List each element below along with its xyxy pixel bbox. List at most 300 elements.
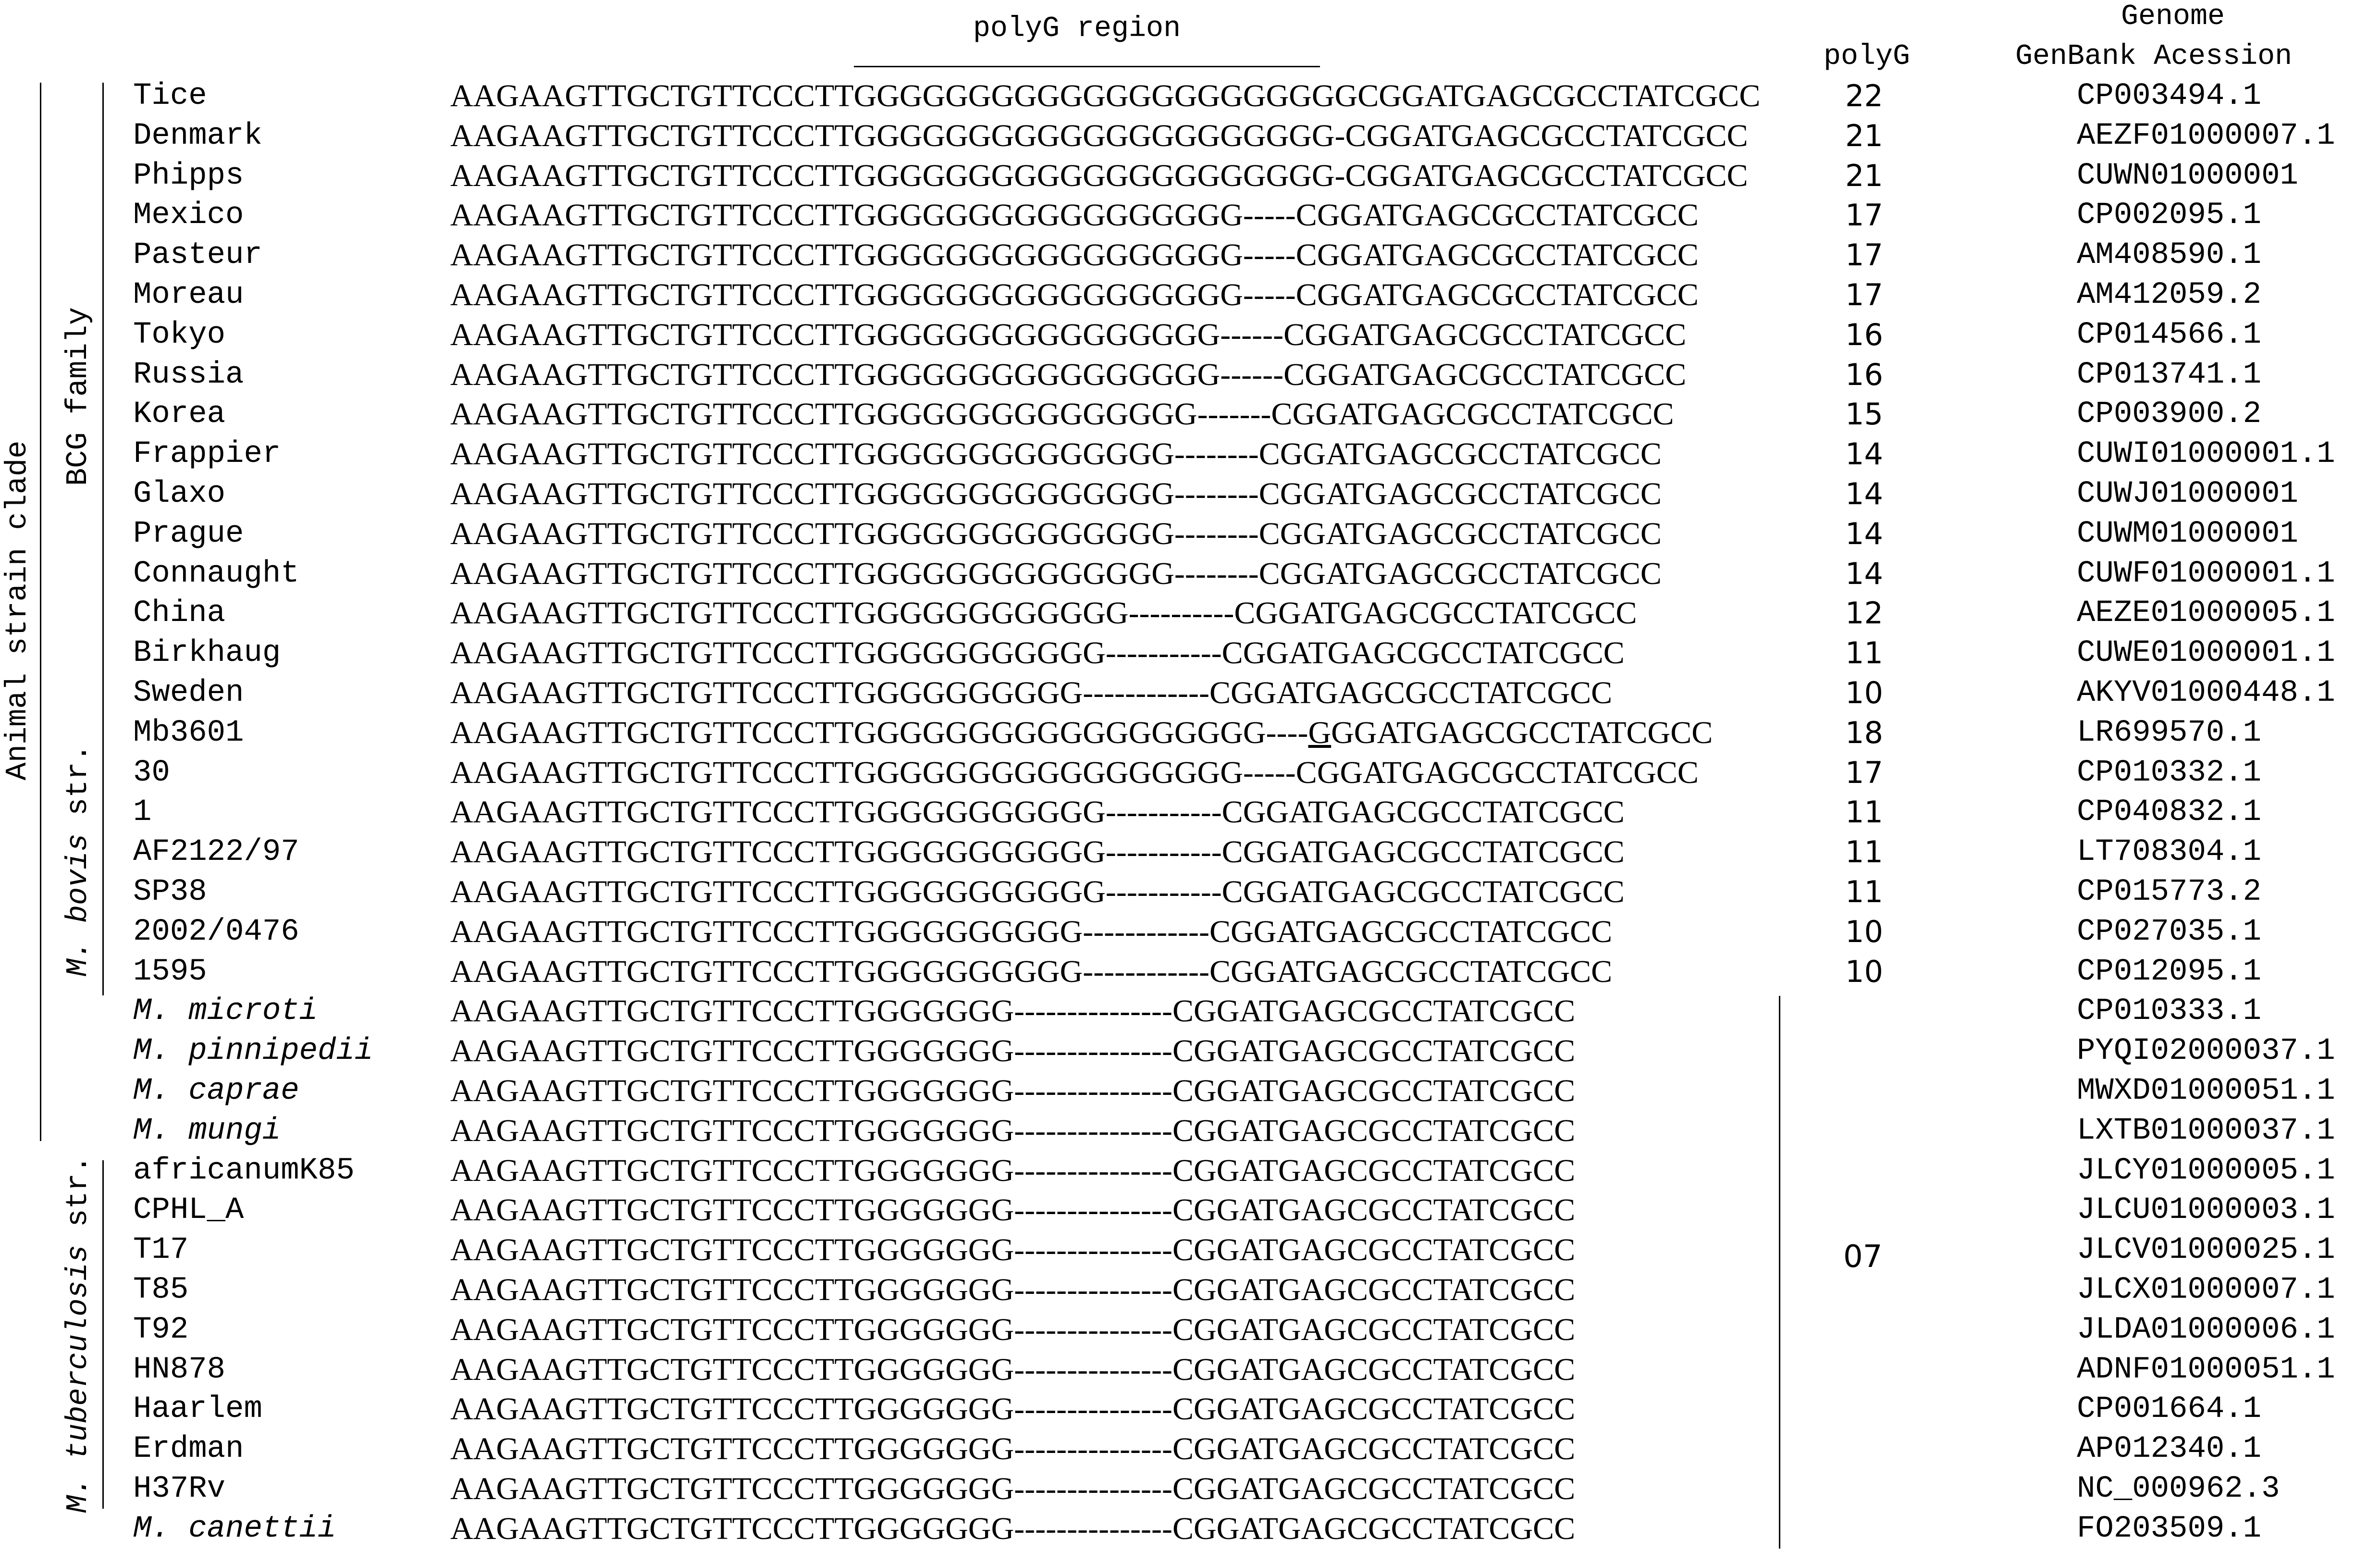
sequence-post: CGGATGAGCGCCTATCGCC	[1283, 357, 1687, 392]
genbank-accession: AEZE01000005.1	[2077, 596, 2335, 631]
sequence	[450, 633, 1625, 673]
polyg-count: 11	[1845, 794, 1883, 830]
sequence	[450, 235, 1699, 275]
genbank-accession: CP002095.1	[2077, 198, 2262, 233]
genbank-accession: CUWJ01000001	[2077, 477, 2298, 511]
strain-name: Moreau	[133, 278, 244, 312]
genbank-accession: FO203509.1	[2077, 1511, 2262, 1546]
strain-name: africanumK85	[133, 1153, 355, 1188]
sequence-pre: AAGAAGTTGCTGTTCCCTT	[450, 1431, 854, 1467]
sequence-g: GGGGGGG	[853, 1232, 1014, 1268]
alignment-row	[0, 1071, 2380, 1111]
alignment-row	[0, 952, 2380, 992]
sequence-g: GGGGGGGGGGGGGGGGG	[853, 198, 1243, 233]
sequence	[450, 394, 1674, 434]
sequence	[450, 474, 1662, 514]
sequence-g: GGGGGGGGGG	[853, 675, 1083, 710]
genbank-accession: AM408590.1	[2077, 238, 2262, 273]
sequence-g: GGGGGGGGGGG	[853, 874, 1106, 909]
sequence-post: CGGATGAGCGCCTATCGCC	[1283, 317, 1687, 352]
genbank-accession: AKYV01000448.1	[2077, 676, 2335, 710]
alignment-row	[0, 76, 2380, 116]
sequence-pre: AAGAAGTTGCTGTTCCCTT	[450, 277, 854, 312]
sequence-post: CGGATGAGCGCCTATCGCC	[1295, 755, 1699, 790]
alignment-row	[0, 116, 2380, 156]
sequence-post: CGGATGAGCGCCTATCGCC	[1172, 1431, 1576, 1467]
sequence	[450, 1151, 1575, 1191]
sequence-gap: ---------------	[1014, 1352, 1172, 1387]
polyg-count: 17	[1845, 755, 1883, 790]
alignment-row	[0, 156, 2380, 196]
strain-name: 1	[133, 795, 152, 830]
sequence-g: GGGGGGG	[853, 1153, 1014, 1188]
sequence-g: GGGGGGG	[853, 1471, 1014, 1506]
sequence-pre: AAGAAGTTGCTGTTCCCTT	[450, 1471, 854, 1506]
polyg-count: 10	[1845, 914, 1883, 949]
strain-name: M. mungi	[133, 1113, 281, 1148]
sequence	[450, 1190, 1575, 1230]
sequence	[450, 76, 1760, 116]
polyg-count: 14	[1845, 476, 1883, 511]
sequence-gap: ------------	[1083, 914, 1209, 949]
polyg-count: 18	[1845, 715, 1883, 750]
alignment-row	[0, 1350, 2380, 1390]
sequence-post: CGGATGAGCGCCTATCGCC	[1258, 556, 1662, 591]
sequence-post: CGGATGAGCGCCTATCGCC	[1209, 954, 1613, 989]
sequence	[450, 792, 1625, 832]
sequence-post: CGGATGAGCGCCTATCGCC	[1271, 397, 1674, 432]
polyg-count: 17	[1845, 277, 1883, 312]
alignment-row	[0, 315, 2380, 355]
animal-clade-label: Animal strain clade	[0, 440, 35, 781]
genbank-accession: CP001664.1	[2077, 1392, 2262, 1427]
polyg-count: 16	[1845, 317, 1883, 352]
sequence-g: GGGGGGGGGGG	[853, 834, 1106, 870]
alignment-row	[0, 1151, 2380, 1191]
sequence	[450, 1230, 1575, 1270]
alignment-row	[0, 1310, 2380, 1350]
polyg-count: 11	[1845, 635, 1883, 671]
sequence-pre: AAGAAGTTGCTGTTCCCTT	[450, 874, 854, 909]
sequence-gap: ---------------	[1014, 1073, 1172, 1108]
sequence-pre: AAGAAGTTGCTGTTCCCTT	[450, 1073, 854, 1108]
alignment-row	[0, 991, 2380, 1031]
sequence-gap: ------------	[1083, 675, 1209, 710]
sequence-post: CGGATGAGCGCCTATCGCC	[1295, 198, 1699, 233]
sequence-post: CGGATGAGCGCCTATCGCC	[1172, 1352, 1576, 1387]
alignment-row	[0, 275, 2380, 315]
sequence-pre: AAGAAGTTGCTGTTCCCTT	[450, 675, 854, 710]
strain-name: SP38	[133, 875, 207, 909]
genbank-accession: CP014566.1	[2077, 317, 2262, 352]
sequence-g: GGGGGGGGGGGGGGGGG	[853, 277, 1243, 312]
sequence-gap: -----	[1243, 277, 1296, 312]
strain-name: T17	[133, 1233, 189, 1268]
alignment-row	[0, 434, 2380, 474]
alignment-row	[0, 1230, 2380, 1270]
genbank-accession: CP010333.1	[2077, 994, 2262, 1029]
genbank-accession: AEZF01000007.1	[2077, 118, 2335, 153]
sequence-pre: AAGAAGTTGCTGTTCCCTT	[450, 1113, 854, 1148]
genbank-accession: AM412059.2	[2077, 278, 2262, 312]
strain-name: M. caprae	[133, 1074, 299, 1108]
sequence	[450, 673, 1612, 713]
sequence-pre: AAGAAGTTGCTGTTCCCTT	[450, 1312, 854, 1347]
genbank-accession: LR699570.1	[2077, 715, 2262, 750]
alignment-row	[0, 1031, 2380, 1071]
genome-header: Genome	[2121, 0, 2225, 33]
genbank-accession: CP040832.1	[2077, 795, 2262, 830]
strain-name: Sweden	[133, 676, 244, 710]
sequence	[450, 1469, 1575, 1509]
genbank-accession: CP013741.1	[2077, 357, 2262, 392]
sequence-pre: AAGAAGTTGCTGTTCCCTT	[450, 993, 854, 1029]
m-tuberculosis-suffix: str.	[61, 1155, 95, 1245]
sequence	[450, 593, 1637, 633]
sequence-pre: AAGAAGTTGCTGTTCCCTT	[450, 755, 854, 790]
polyg-header: polyG	[1824, 40, 1911, 73]
sequence-gap: --------	[1174, 516, 1259, 551]
alignment-row	[0, 1270, 2380, 1310]
alignment-row	[0, 474, 2380, 514]
m-tuberculosis-italic: M. tuberculosis	[61, 1244, 95, 1514]
sequence-post: CGGATGAGCGCCTATCGCC	[1172, 1232, 1576, 1268]
sequence-pre: AAGAAGTTGCTGTTCCCTT	[450, 118, 854, 153]
sequence-gap: -	[1334, 118, 1345, 153]
sequence-post: CGGATGAGCGCCTATCGCC	[1209, 914, 1613, 949]
alignment-row	[0, 195, 2380, 236]
sequence	[450, 1071, 1575, 1111]
sequence	[450, 1111, 1575, 1151]
genbank-accession: JLCX01000007.1	[2077, 1273, 2335, 1307]
sequence-post: CGGATGAGCGCCTATCGCC	[1221, 635, 1625, 671]
alignment-row	[0, 792, 2380, 832]
polyg-count: 10	[1845, 954, 1883, 989]
sequence-g: GGGGGGGGGG	[853, 954, 1083, 989]
sequence-post: CGGATGAGCGCCTATCGCC	[1172, 993, 1576, 1029]
sequence-gap: ---------------	[1014, 1391, 1172, 1427]
sequence-g: GGGGGGG	[853, 1192, 1014, 1228]
sequence-g: GGGGGGGGGGG	[853, 635, 1106, 671]
sequence-gap: ---------------	[1014, 1511, 1172, 1546]
genbank-header: GenBank Acession	[2015, 40, 2293, 73]
sequence-gap: -----	[1243, 755, 1296, 790]
sequence-post: CGGATGAGCGCCTATCGCC	[1209, 675, 1613, 710]
sequence-post: CGGATGAGCGCCTATCGCC	[1172, 1113, 1576, 1148]
sequence	[450, 991, 1575, 1031]
alignment-row	[0, 1111, 2380, 1151]
genbank-accession: PYQI02000037.1	[2077, 1034, 2335, 1069]
polyg-count: 11	[1845, 834, 1883, 870]
sequence-g: GGGGGGGGGGGGGGGG	[853, 317, 1221, 352]
sequence-gap: -	[1334, 158, 1345, 193]
sequence	[450, 753, 1699, 793]
sequence-post: CGGATGAGCGCCTATCGCC	[1172, 1312, 1576, 1347]
strain-name: Prague	[133, 516, 244, 551]
sequence-gap: -----------	[1105, 834, 1222, 870]
sequence-gap: ------------	[1083, 954, 1209, 989]
strain-name: Russia	[133, 357, 244, 392]
sequence-pre: AAGAAGTTGCTGTTCCCTT	[450, 357, 854, 392]
polyg-count: 15	[1845, 397, 1883, 432]
sequence-pre: AAGAAGTTGCTGTTCCCTT	[450, 476, 854, 511]
sequence-pre: AAGAAGTTGCTGTTCCCTT	[450, 158, 854, 193]
sequence	[450, 315, 1686, 355]
sequence-gap: ------	[1220, 317, 1284, 352]
sequence-pre: AAGAAGTTGCTGTTCCCTT	[450, 78, 854, 113]
sequence-gap: ---------------	[1014, 1471, 1172, 1506]
polyg-region-header: polyG region	[973, 12, 1181, 45]
sequence-post: CGGATGAGCGCCTATCGCC	[1172, 1511, 1576, 1546]
sequence-g: GGGGGGG	[853, 1113, 1014, 1148]
sequence-pre: AAGAAGTTGCTGTTCCCTT	[450, 914, 854, 949]
sequence-post: CGGATGAGCGCCTATCGCC	[1172, 1192, 1576, 1228]
genbank-accession: CP003900.2	[2077, 397, 2262, 432]
genbank-accession: JLCY01000005.1	[2077, 1153, 2335, 1188]
sequence-post: CGGATGAGCGCCTATCGCC	[1221, 834, 1625, 870]
alignment-row	[0, 554, 2380, 594]
alignment-row	[0, 1190, 2380, 1230]
alignment-row	[0, 593, 2380, 633]
sequence-pre: AAGAAGTTGCTGTTCCCTT	[450, 397, 854, 432]
strain-name: Frappier	[133, 437, 281, 472]
m-bovis-italic: M. bovis	[61, 833, 95, 977]
alignment-row	[0, 1509, 2380, 1549]
strain-name: Glaxo	[133, 477, 226, 511]
sequence-g: GGGGGGG	[853, 1511, 1014, 1546]
sequence	[450, 1389, 1575, 1429]
alignment-row	[0, 633, 2380, 673]
sequence-g: GGGGGGG	[853, 1431, 1014, 1467]
sequence-gap: -----	[1243, 237, 1296, 273]
genbank-accession: CUWE01000001.1	[2077, 636, 2335, 671]
genbank-accession: CUWN01000001	[2077, 158, 2298, 193]
genbank-accession: ADNF01000051.1	[2077, 1352, 2335, 1387]
strain-name: Tokyo	[133, 317, 226, 352]
sequence-g: GGGGGGGGGGGGGG	[853, 436, 1174, 472]
sequence-gap: ----	[1266, 715, 1308, 750]
sequence	[450, 1310, 1575, 1350]
sequence-pre: AAGAAGTTGCTGTTCCCTT	[450, 1391, 854, 1427]
alignment-row	[0, 394, 2380, 434]
polyg-region-underline	[854, 66, 1320, 67]
sequence-post: CGGATGAGCGCCTATCGCC	[1172, 1391, 1576, 1427]
sequence-post: CGGATGAGCGCCTATCGCC	[1172, 1033, 1576, 1069]
sequence	[450, 1429, 1575, 1469]
sequence-post: GGGATGAGCGCCTATCGCC	[1308, 715, 1713, 750]
sequence-pre: AAGAAGTTGCTGTTCCCTT	[450, 954, 854, 989]
bcg-family-label: BCG family	[61, 307, 95, 486]
sequence-gap: ---------------	[1014, 1431, 1172, 1467]
sequence-pre: AAGAAGTTGCTGTTCCCTT	[450, 556, 854, 591]
sequence-post: CGGATGAGCGCCTATCGCC	[1345, 118, 1748, 153]
strain-name: Connaught	[133, 556, 299, 591]
strain-name: T85	[133, 1273, 189, 1307]
polyg-count: 12	[1845, 596, 1883, 631]
genbank-accession: CP010332.1	[2077, 755, 2262, 790]
sequence-pre: AAGAAGTTGCTGTTCCCTT	[450, 1272, 854, 1307]
sequence-post: CGGATGAGCGCCTATCGCC	[1295, 277, 1699, 312]
sequence-g: GGGGGGG	[853, 993, 1014, 1029]
strain-name: T92	[133, 1312, 189, 1347]
alignment-row	[0, 912, 2380, 952]
strain-name: Birkhaug	[133, 636, 281, 671]
strain-name: Mexico	[133, 198, 244, 233]
polyg-count: 16	[1845, 357, 1883, 392]
sequence-pre: AAGAAGTTGCTGTTCCCTT	[450, 516, 854, 551]
sequence-gap: -------	[1197, 397, 1271, 432]
sequence-post: CGGATGAGCGCCTATCGCC	[1258, 436, 1662, 472]
sequence-gap: ---------------	[1014, 993, 1172, 1029]
strain-name: Pasteur	[133, 238, 262, 273]
sequence-gap: --------	[1174, 556, 1259, 591]
alignment-row	[0, 713, 2380, 753]
sequence-post: CGGATGAGCGCCTATCGCC	[1172, 1153, 1576, 1188]
strain-name: China	[133, 596, 226, 631]
sequence-pre: AAGAAGTTGCTGTTCCCTT	[450, 635, 854, 671]
genbank-accession: MWXD01000051.1	[2077, 1074, 2335, 1108]
genbank-accession: AP012340.1	[2077, 1432, 2262, 1467]
alignment-row	[0, 1389, 2380, 1429]
alignment-row	[0, 753, 2380, 793]
sequence	[450, 116, 1748, 156]
genbank-accession: CUWI01000001.1	[2077, 437, 2335, 472]
alignment-row	[0, 872, 2380, 912]
sequence-gap: ---------------	[1014, 1153, 1172, 1188]
polyg-count: 17	[1845, 198, 1883, 233]
genbank-accession: LT708304.1	[2077, 835, 2262, 870]
sequence-g: GGGGGGGGGGGGGG	[853, 516, 1174, 551]
sequence-pre: AAGAAGTTGCTGTTCCCTT	[450, 596, 854, 631]
genbank-accession: JLCV01000025.1	[2077, 1233, 2335, 1268]
polyg-count: 11	[1845, 874, 1883, 909]
strain-name: Korea	[133, 397, 226, 432]
sequence-post: CGGATGAGCGCCTATCGCC	[1172, 1471, 1576, 1506]
sequence-g: GGGGGGGGGGGGGG	[853, 556, 1174, 591]
alignment-row	[0, 514, 2380, 554]
strain-name: AF2122/97	[133, 835, 299, 870]
sequence-post: CGGATGAGCGCCTATCGCC	[1357, 78, 1761, 113]
genbank-accession: CP012095.1	[2077, 954, 2262, 989]
sequence-pre: AAGAAGTTGCTGTTCCCTT	[450, 1232, 854, 1268]
sequence	[450, 1270, 1575, 1310]
genbank-accession: CP015773.2	[2077, 875, 2262, 909]
sequence-post: CGGATGAGCGCCTATCGCC	[1172, 1073, 1576, 1108]
alignment-row	[0, 673, 2380, 713]
strain-name: Denmark	[133, 118, 262, 153]
strain-name: H37Rv	[133, 1472, 226, 1506]
sequence-pre: AAGAAGTTGCTGTTCCCTT	[450, 436, 854, 472]
strain-name: Tice	[133, 79, 207, 113]
sequence	[450, 434, 1662, 474]
sequence	[450, 554, 1662, 594]
sequence-pre: AAGAAGTTGCTGTTCCCTT	[450, 317, 854, 352]
sequence-gap: ---------------	[1014, 1312, 1172, 1347]
sequence-post: CGGATGAGCGCCTATCGCC	[1221, 794, 1625, 830]
strain-name: 30	[133, 755, 170, 790]
sequence-gap: -----------	[1105, 635, 1222, 671]
sequence-g: GGGGGGG	[853, 1312, 1014, 1347]
sequence-g: GGGGGGGGGGGGGGGGGGGGGG	[853, 78, 1358, 113]
sequence-post: CGGATGAGCGCCTATCGCC	[1258, 516, 1662, 551]
alignment-row	[0, 1429, 2380, 1469]
sequence-gap: --------	[1174, 436, 1259, 472]
strain-name: HN878	[133, 1352, 226, 1387]
sequence-g: GGGGGGG	[853, 1073, 1014, 1108]
sequence	[450, 514, 1662, 554]
sequence	[450, 195, 1699, 236]
polyg-count: 21	[1845, 158, 1883, 193]
sequence-g: GGGGGGG	[853, 1391, 1014, 1427]
sequence-post: CGGATGAGCGCCTATCGCC	[1295, 237, 1699, 273]
sequence-g: GGGGGGGGGGGGGGGG	[853, 357, 1221, 392]
genbank-accession: JLDA01000006.1	[2077, 1312, 2335, 1347]
sequence-gap: ---------------	[1014, 1113, 1172, 1148]
sequence-pre: AAGAAGTTGCTGTTCCCTT	[450, 794, 854, 830]
sequence-g: GGGGGGGGGGGGGG	[853, 476, 1174, 511]
genbank-accession: NC_000962.3	[2077, 1472, 2280, 1506]
alignment-row	[0, 1469, 2380, 1509]
sequence-g: GGGGGGG	[853, 1352, 1014, 1387]
sequence-post: CGGATGAGCGCCTATCGCC	[1234, 596, 1637, 631]
m-bovis-suffix: str.	[61, 744, 95, 834]
strain-name: Phipps	[133, 158, 244, 193]
sequence-pre: AAGAAGTTGCTGTTCCCTT	[450, 715, 854, 750]
strain-name: CPHL_A	[133, 1193, 244, 1228]
sequence	[450, 1509, 1575, 1549]
strain-name: 1595	[133, 954, 207, 989]
sequence	[450, 275, 1699, 315]
alignment-row	[0, 832, 2380, 872]
genbank-accession: CUWF01000001.1	[2077, 556, 2335, 591]
sequence-g: GGGGGGGGGGGGGGGGGGGGG	[853, 118, 1335, 153]
sequence	[450, 713, 1713, 753]
polyg-count: 10	[1845, 675, 1883, 710]
alignment-row	[0, 235, 2380, 275]
sequence-post: CGGATGAGCGCCTATCGCC	[1172, 1272, 1576, 1307]
sequence-g: GGGGGGGGGGGGGGGGGG	[853, 715, 1266, 750]
sequence-post: CGGATGAGCGCCTATCGCC	[1221, 874, 1625, 909]
sequence-pre: AAGAAGTTGCTGTTCCCTT	[450, 1153, 854, 1188]
polyg-count: 14	[1845, 516, 1883, 551]
polyg-count: 22	[1845, 78, 1883, 113]
sequence-g: GGGGGGGGGGG	[853, 794, 1106, 830]
sequence	[450, 952, 1612, 992]
sequence-g: GGGGGGG	[853, 1033, 1014, 1069]
sequence-gap: ----------	[1128, 596, 1234, 631]
genbank-accession: CUWM01000001	[2077, 516, 2298, 551]
sequence-pre: AAGAAGTTGCTGTTCCCTT	[450, 198, 854, 233]
strain-name: Haarlem	[133, 1392, 262, 1427]
genbank-accession: LXTB01000037.1	[2077, 1113, 2335, 1148]
alignment-row	[0, 355, 2380, 395]
sequence-pre: AAGAAGTTGCTGTTCCCTT	[450, 1033, 854, 1069]
strain-name: M. microti	[133, 994, 318, 1029]
sequence-pre: AAGAAGTTGCTGTTCCCTT	[450, 1352, 854, 1387]
sequence	[450, 1350, 1575, 1390]
sequence	[450, 355, 1686, 395]
polyg-count: 14	[1845, 436, 1883, 472]
sequence-g: GGGGGGGGGGGGGGGGGGGGG	[853, 158, 1335, 193]
sequence	[450, 156, 1748, 196]
sequence-gap: --------	[1174, 476, 1259, 511]
sequence-gap: -----------	[1105, 874, 1222, 909]
sequence-pre: AAGAAGTTGCTGTTCCCTT	[450, 237, 854, 273]
sequence	[450, 832, 1625, 872]
sequence-gap: -----------	[1105, 794, 1222, 830]
genbank-accession: CP003494.1	[2077, 79, 2262, 113]
sequence-post: CGGATGAGCGCCTATCGCC	[1258, 476, 1662, 511]
